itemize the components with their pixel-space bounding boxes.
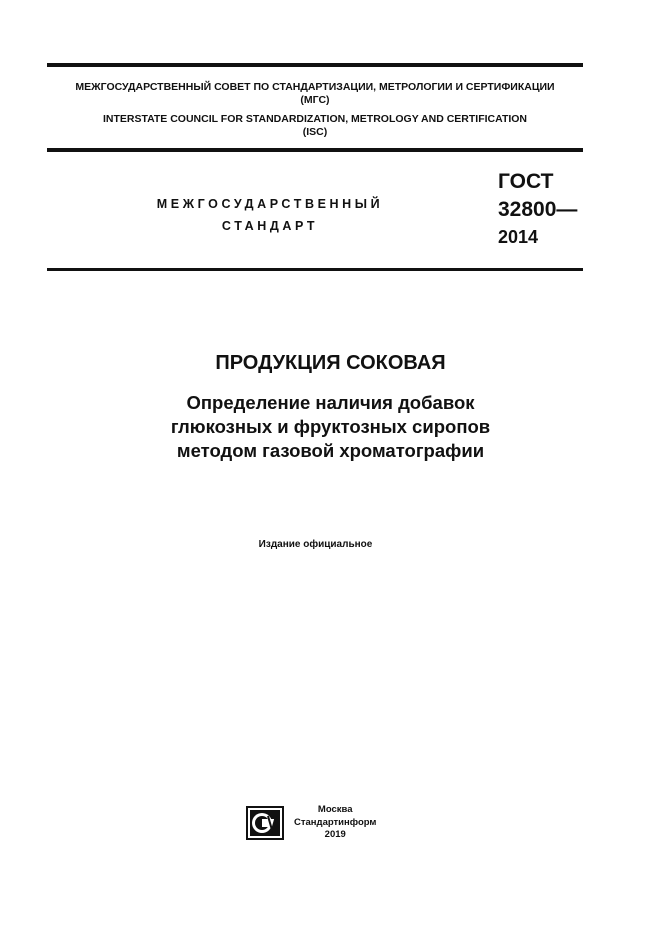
council-name-ru-line1: МЕЖГОСУДАРСТВЕННЫЙ СОВЕТ ПО СТАНДАРТИЗАЦИИ, МЕТРОЛОГИИ И СЕРТИФИКАЦИИ xyxy=(75,81,555,93)
top-rule xyxy=(47,63,583,67)
council-name-en-line1: INTERSTATE COUNCIL FOR STANDARDIZATION, METROLOGY AND CERTIFICATION xyxy=(102,113,528,125)
publisher-name: Стандартинформ xyxy=(294,816,377,828)
publisher-year: 2019 xyxy=(324,829,346,840)
bottom-header-rule xyxy=(47,268,583,271)
edition-note: Издание официальное xyxy=(258,539,373,550)
subtitle-line1: Определение наличия добавок xyxy=(186,392,475,413)
gost-designation xyxy=(498,168,577,250)
council-abbr-en: (ISC) xyxy=(302,126,328,138)
gost-prefix: ГОСТ xyxy=(498,170,554,193)
council-abbr-ru: (МГС) xyxy=(300,94,330,106)
standartinform-logo-icon xyxy=(246,806,284,840)
standard-type-line2: СТАНДАРТ xyxy=(221,219,319,233)
subtitle-line3: методом газовой хроматографии xyxy=(176,440,485,461)
standard-type-label xyxy=(130,193,410,237)
gost-number: 32800— xyxy=(498,198,578,221)
middle-rule xyxy=(47,148,583,152)
publisher-city: Москва xyxy=(317,804,353,815)
subtitle-line2: глюкозных и фруктозных сиропов xyxy=(170,416,491,437)
publisher-block xyxy=(246,804,376,842)
gost-year: 2014 xyxy=(498,227,539,247)
council-name-en xyxy=(47,113,583,139)
standard-type-line1: МЕЖГОСУДАРСТВЕННЫЙ xyxy=(156,197,384,211)
publisher-text xyxy=(294,804,376,842)
council-name-ru xyxy=(47,81,583,107)
document-title: ПРОДУКЦИЯ СОКОВАЯ xyxy=(215,352,446,374)
document-subtitle xyxy=(0,391,661,463)
